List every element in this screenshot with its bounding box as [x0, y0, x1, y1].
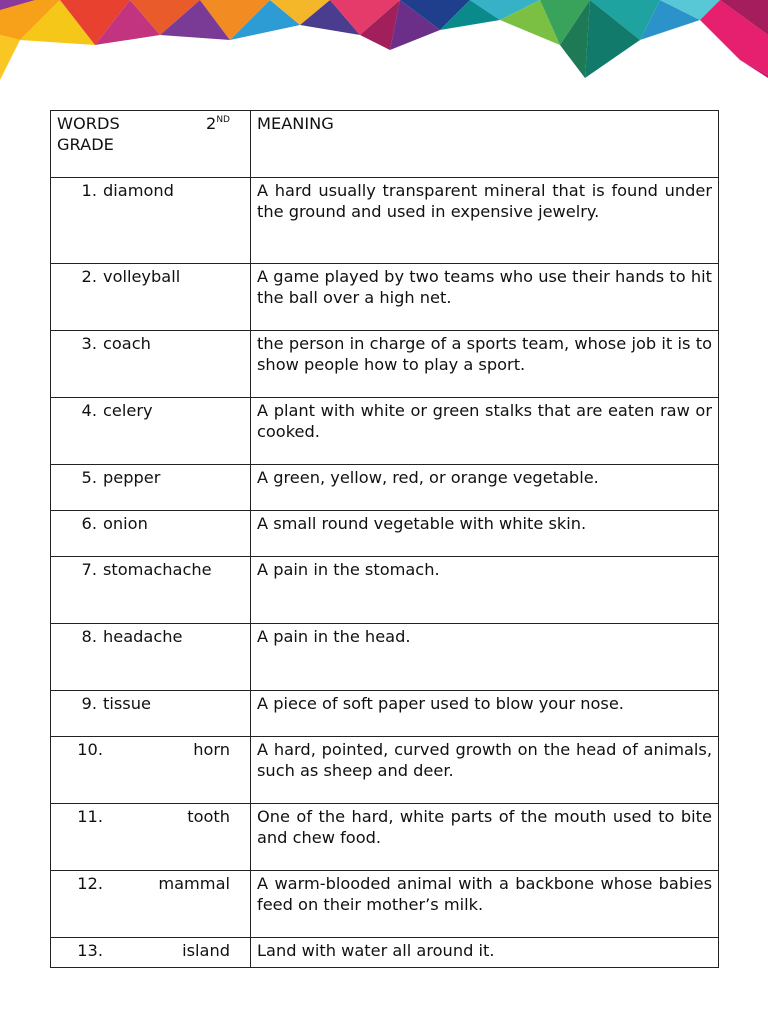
- item-number: 8.: [81, 627, 97, 646]
- word-cell: [51, 178, 251, 264]
- table-row: [51, 178, 719, 264]
- item-number: 2.: [81, 267, 97, 286]
- meaning-header-cell: [251, 111, 719, 178]
- item-number: 3.: [81, 334, 97, 353]
- table-row: [51, 331, 719, 398]
- meaning-cell: [251, 264, 719, 331]
- table-row: [51, 264, 719, 331]
- vocab-word: horn: [193, 740, 230, 759]
- word-meaning: A warm-blooded animal with a backbone whose babies feed on their mother’s milk.: [257, 874, 712, 914]
- meaning-cell: [251, 624, 719, 691]
- item-number: 11.: [77, 807, 103, 826]
- item-number: 7.: [81, 560, 97, 579]
- word-meaning: the person in charge of a sports team, whose job it is to show people how to play a sport.: [257, 334, 712, 374]
- word-meaning: A game played by two teams who use their hands to hit the ball over a high net.: [257, 267, 712, 307]
- word-meaning: A pain in the head.: [257, 627, 411, 646]
- word-cell: [51, 264, 251, 331]
- table-row: [51, 938, 719, 968]
- grade-number: 2ND: [206, 114, 230, 133]
- item-number: 4.: [81, 401, 97, 420]
- words-header-label: WORDS: [57, 114, 120, 133]
- word-meaning: Land with water all around it.: [257, 941, 495, 960]
- table-row: [51, 737, 719, 804]
- word-cell: [51, 398, 251, 465]
- meaning-cell: [251, 398, 719, 465]
- vocab-word: island: [182, 941, 230, 960]
- word-cell: [51, 737, 251, 804]
- item-number: 5.: [81, 468, 97, 487]
- word-cell: [51, 804, 251, 871]
- vocab-word: diamond: [103, 181, 174, 200]
- meaning-cell: [251, 938, 719, 968]
- vocab-word: pepper: [103, 468, 161, 487]
- word-meaning: One of the hard, white parts of the mouth used to bite and chew food.: [257, 807, 712, 847]
- table-row: [51, 624, 719, 691]
- vocab-word: celery: [103, 401, 153, 420]
- word-meaning: A hard usually transparent mineral that is found under the ground and used in expensive jewelry.: [257, 181, 712, 221]
- meaning-cell: [251, 178, 719, 264]
- meaning-header-label: MEANING: [257, 114, 334, 133]
- word-cell: [51, 557, 251, 624]
- table-row: [51, 804, 719, 871]
- word-meaning: A plant with white or green stalks that are eaten raw or cooked.: [257, 401, 712, 441]
- table-row: [51, 511, 719, 557]
- word-meaning: A small round vegetable with white skin.: [257, 514, 587, 533]
- table-row: [51, 557, 719, 624]
- vocab-word: mammal: [158, 874, 230, 893]
- meaning-cell: [251, 871, 719, 938]
- vocabulary-table: [50, 110, 719, 968]
- word-cell: [51, 871, 251, 938]
- vocab-word: tooth: [187, 807, 230, 826]
- table-row: [51, 465, 719, 511]
- vocab-word: onion: [103, 514, 148, 533]
- meaning-cell: [251, 331, 719, 398]
- word-cell: [51, 938, 251, 968]
- words-header-cell: [51, 111, 251, 178]
- word-meaning: A piece of soft paper used to blow your nose.: [257, 694, 624, 713]
- grade-label: GRADE: [57, 135, 114, 154]
- table-row: [51, 871, 719, 938]
- vocab-word: volleyball: [103, 267, 181, 286]
- meaning-cell: [251, 465, 719, 511]
- word-cell: [51, 624, 251, 691]
- table-header-row: [51, 111, 719, 178]
- decorative-banner: [0, 0, 768, 90]
- meaning-cell: [251, 691, 719, 737]
- item-number: 10.: [77, 740, 103, 759]
- item-number: 1.: [81, 181, 97, 200]
- word-cell: [51, 691, 251, 737]
- word-meaning: A pain in the stomach.: [257, 560, 440, 579]
- item-number: 6.: [81, 514, 97, 533]
- word-meaning: A hard, pointed, curved growth on the head of animals, such as sheep and deer.: [257, 740, 712, 780]
- item-number: 12.: [77, 874, 103, 893]
- table-row: [51, 691, 719, 737]
- vocab-word: tissue: [103, 694, 151, 713]
- meaning-cell: [251, 804, 719, 871]
- word-meaning: A green, yellow, red, or orange vegetable.: [257, 468, 599, 487]
- word-cell: [51, 511, 251, 557]
- word-cell: [51, 465, 251, 511]
- item-number: 9.: [81, 694, 97, 713]
- vocab-word: coach: [103, 334, 151, 353]
- word-cell: [51, 331, 251, 398]
- vocab-word: headache: [103, 627, 183, 646]
- vocab-word: stomachache: [103, 560, 212, 579]
- meaning-cell: [251, 737, 719, 804]
- item-number: 13.: [77, 941, 103, 960]
- meaning-cell: [251, 511, 719, 557]
- table-row: [51, 398, 719, 465]
- meaning-cell: [251, 557, 719, 624]
